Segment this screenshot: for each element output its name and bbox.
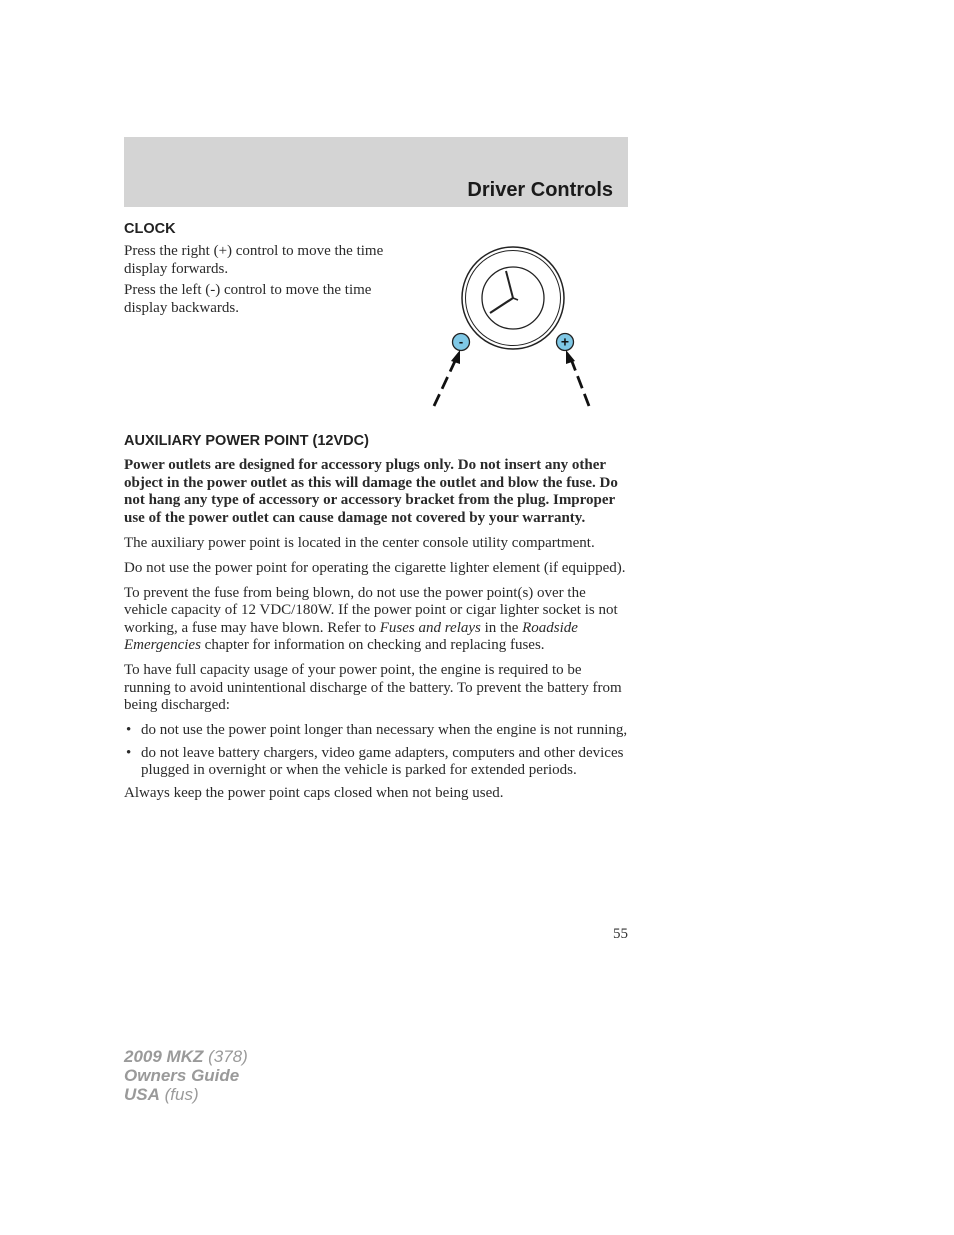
list-item: • do not leave battery chargers, video game adapters, computers and other devices plugged in overnight or when the vehicle is parked for extended periods. [126, 745, 624, 778]
location-text: The auxiliary power point is located in the center console utility compartment. [124, 534, 595, 551]
page-number: 55 [613, 926, 628, 942]
warning-text: Power outlets are designed for accessory plugs only. Do not insert any other object in the power outlet as this will damage the outlet and blow the fuse. Do not hang any type of accessory or accessory bracket from the plug. Improper use of the power outlet can cause damage not covered by your warranty. [124, 457, 618, 526]
caps-text: Always keep the power point caps closed when not being used. [124, 785, 504, 801]
bullet-icon: • [126, 745, 132, 761]
minus-label: - [458, 334, 464, 349]
plus-label: + [560, 333, 570, 350]
bullet-icon: • [126, 722, 132, 738]
clock-face-icon [462, 247, 564, 349]
fuses-relays-reference: Fuses and relays [379, 619, 481, 636]
roadside-emergencies-reference: Roadside Emergencies [124, 619, 578, 653]
clock-instructions [124, 243, 384, 321]
list-item: • do not use the power point longer than necessary when the engine is not running, [126, 722, 628, 738]
clock-illustration [420, 240, 610, 412]
clock-heading: CLOCK [124, 221, 176, 237]
fuse-text: To prevent the fuse from being blown, do not use the power point(s) over the vehicle capacity of 12 VDC/180W. If the power point or cigar lighter socket is not working, a fuse may have blown. Refer to Fuses and relays in the Roadside Emergencies chapter for information on checking and replacing fuses. [124, 584, 618, 653]
clock-backward-text: Press the left (-) control to move the time display backwards. [124, 282, 372, 316]
battery-tips-list [124, 722, 630, 779]
plus-control-button[interactable] [557, 334, 574, 351]
aux-power-heading: AUXILIARY POWER POINT (12VDC) [124, 433, 369, 449]
minus-arrow-icon [434, 350, 460, 406]
aux-power-content [124, 457, 630, 810]
minus-control-button[interactable] [453, 334, 470, 351]
plus-arrow-icon [566, 350, 589, 406]
capacity-text: To have full capacity usage of your power point, the engine is required to be running to avoid unintentional discharge of the battery. To prevent the battery from being discharged: [124, 662, 622, 713]
document-footer: 2009 MKZ (378) Owners Guide USA (fus) [124, 1047, 248, 1104]
clock-forward-text: Press the right (+) control to move the time display forwards. [124, 243, 384, 277]
section-header-band [124, 137, 628, 207]
lighter-text: Do not use the power point for operating the cigarette lighter element (if equipped). [124, 559, 626, 576]
section-title: Driver Controls [467, 179, 613, 201]
